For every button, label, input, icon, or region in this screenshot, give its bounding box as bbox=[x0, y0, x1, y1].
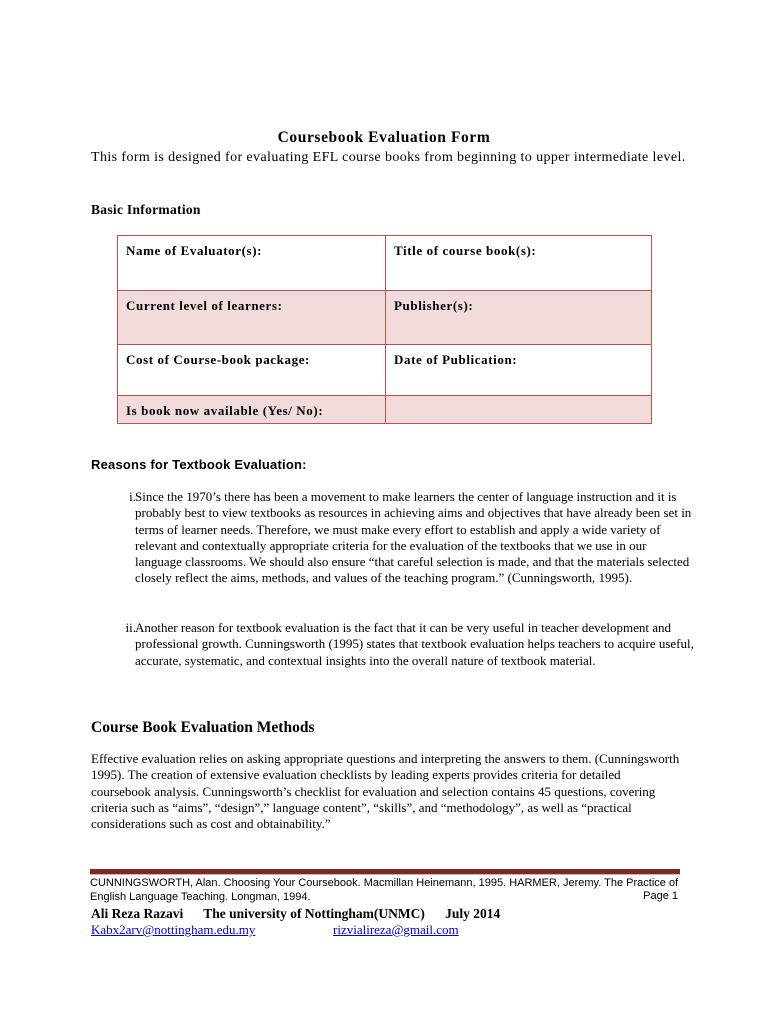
table-row bbox=[118, 396, 652, 424]
table-row bbox=[118, 291, 652, 345]
basic-information-heading: Basic Information bbox=[91, 202, 201, 217]
email-link-nottingham[interactable]: Kabx2arv@nottingham.edu.my bbox=[91, 922, 256, 937]
list-item-text: Since the 1970’s there has been a movement to make learners the center of language instruction and it is probably best to view textbooks as resources in achieving aims and objectives that have already been set in terms of learner needs. Therefore, we must make every effort to establish and apply a wide variety of relevant and contextually appropriate criteria for the evaluation of the textbooks that we use in our language classrooms. We should also ensure “that careful selection is made, and that the materials selected closely reflect the aims, methods, and values of the teaching program.” (Cunningsworth, 1995). bbox=[135, 489, 692, 586]
evaluator-name-cell[interactable]: Name of Evaluator(s): bbox=[118, 236, 386, 291]
author-line: Ali Reza Razavi The university of Nottingham(UNMC) July 2014 bbox=[91, 906, 501, 921]
page-title: Coursebook Evaluation Form bbox=[277, 129, 491, 146]
email-link-gmail[interactable]: rizvialireza@gmail.com bbox=[333, 922, 459, 937]
footer-reference: CUNNINGSWORTH, Alan. Choosing Your Coursebook. Macmillan Heinemann, 1995. HARMER, Jeremy. The Practice of English Language Teaching. Longman, 1994. bbox=[90, 877, 679, 903]
methods-paragraph: Effective evaluation relies on asking appropriate questions and interpreting the answers to them. (Cunningsworth 1995). The creation of extensive evaluation checklists by leading experts provides criteria for detailed coursebook analysis. Cunningsworth’s checklist for evaluation and selection contains 45 questions, covering criteria such as “aims”, “design”,” language content”, “skills”, and “methodology”, as well as “practical considerations such as cost and obtainability.” bbox=[91, 751, 680, 832]
reasons-heading: Reasons for Textbook Evaluation: bbox=[91, 457, 307, 472]
list-item-number: i. bbox=[129, 489, 136, 504]
table-row bbox=[118, 236, 652, 291]
availability-cell[interactable]: Is book now available (Yes/ No): bbox=[118, 396, 386, 424]
list-item-number: ii. bbox=[125, 620, 136, 635]
table-row bbox=[118, 345, 652, 396]
methods-heading: Course Book Evaluation Methods bbox=[91, 719, 315, 736]
footer-divider bbox=[90, 869, 680, 875]
course-book-title-cell[interactable]: Title of course book(s): bbox=[386, 236, 652, 291]
publication-date-cell[interactable]: Date of Publication: bbox=[386, 345, 652, 396]
page-number: Page 1 bbox=[643, 890, 678, 902]
basic-information-table bbox=[117, 235, 652, 424]
intro-paragraph: This form is designed for evaluating EFL course books from beginning to upper intermediate level. bbox=[91, 150, 686, 165]
publisher-cell[interactable]: Publisher(s): bbox=[386, 291, 652, 345]
list-item-text: Another reason for textbook evaluation is the fact that it can be very useful in teacher development and professional growth. Cunningsworth (1995) states that textbook evaluation helps teachers to acquire useful, accurate, systematic, and contextual insights into the overall nature of textbook material. bbox=[135, 620, 694, 668]
package-cost-cell[interactable]: Cost of Course-book package: bbox=[118, 345, 386, 396]
availability-answer-cell[interactable] bbox=[386, 396, 652, 424]
learner-level-cell[interactable]: Current level of learners: bbox=[118, 291, 386, 345]
